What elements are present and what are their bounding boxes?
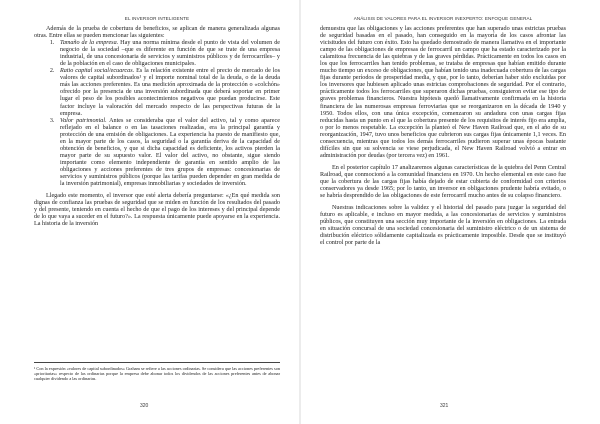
body-paragraph: En el posterior capítulo 17 analizaremos algunas características de la quiebra del Penn Central Railroad, que conmocionó a la comunidad financiera en 1970. Un hecho elemental en este caso fue que la cobertura de las cargas fijas había dejado de estar cubierta de conformidad con criterios conservadores ya desde 1965; por lo tanto, un inversor en obligaciones prudente habría evitado, o se habría desprendido de las obligaciones de este ferrocarril mucho antes de su colapso financiero. bbox=[320, 164, 566, 200]
list-item bbox=[56, 40, 280, 68]
left-page-body bbox=[34, 26, 280, 228]
body-paragraph: Nuestras indicaciones sobre la validez y el historial del pasado para juzgar la seguridad del futuro es aplicable, e incluso en mayor medida, a las concesionarias de servicios y suministros públicos, que constituyen una sección muy importante de la inversión en obligaciones. La entrada en situación concursal de una sociedad concesionaria del suministro eléctrico o de un sistema de distribución eléctrico sólidamente capitalizada es prácticamente imposible. Desde que se instituyó el control por parte de la bbox=[320, 205, 566, 247]
list-item-term: Ratio capital social/ecuarcas. bbox=[60, 68, 135, 75]
running-header-left: EL INVERSOR INTELIGENTE bbox=[124, 16, 190, 21]
right-page-body bbox=[320, 26, 566, 247]
right-page bbox=[300, 0, 600, 424]
closing-paragraph: Llegado este momento, el inversor que esté alerta debería preguntarse: «¿En qué medida son dignas de confianza las pruebas de seguridad que se miden en función de los resultados del pasado y del presente, teniendo en cuenta el hecho de que el pago de los intereses y del principal depende de lo que vaya a suceder en el futuro?». La respuesta únicamente puede apoyarse en la experiencia. La historia de la inversión bbox=[34, 193, 280, 228]
criteria-list bbox=[34, 40, 280, 188]
list-item bbox=[56, 118, 280, 188]
list-item bbox=[56, 68, 280, 117]
page-number-right: 321 bbox=[440, 403, 449, 409]
list-item-text: Hay una norma mínima desde el punto de vista del volumen de negocio de la sociedad –que es diferente en función de que se trate de una empresa industrial, de una concesionaria de servicios y suministros públicos y de ferrocarriles– y de la población en el caso de obligaciones municipales. bbox=[60, 40, 280, 68]
list-item-term: Tamaño de la empresa. bbox=[60, 40, 119, 47]
running-header-right: ANÁLISIS DE VALORES PARA EL INVERSOR INEXPERTO: ENFOQUE GENERAL bbox=[353, 16, 533, 21]
body-paragraph: demuestra que las obligaciones y las acciones preferentes que han superado unas estrictas pruebas de seguridad basadas en el pasado, han conseguido en la mayoría de los casos afrontar las vicisitudes del futuro con éxito. Esto ha quedado demostrado de manera llamativa en el importante campo de las obligaciones de empresas de ferrocarril un campo que ha estado caracterizado por la calamitosa frecuencia de las quiebras y de las graves pérdidas. Prácticamente en todos los casos en los que los ferrocarriles han tenido problemas, se trataba de empresas que habían emitido durante mucho tiempo un exceso de obligaciones, que habían tenido una inadecuada cobertura de las cargas fijas durante períodos de prosperidad media, y que, por lo tanto, deberían haber sido excluidas por los inversores que hubiesen aplicado unas estrictas comprobaciones de seguridad. Por el contrario, prácticamente todos los ferrocarriles que superaron dichas pruebas, consiguieron evitar ese tipo de graves problemas financieros. Nuestra hipótesis quedó llamativamente confirmada en la historia financiera de las numerosas empresas ferroviarias que se reorganizaron en la década de 1940 y 1950. Todos ellos, con una única excepción, comenzaron su andadura con unas cargas fijas reducidas hasta un punto en el que la cobertura presente de los requisitos de interés fijo era amplia, o por lo menos respetable. La excepción la planteó el New Haven Railroad que, en el año de su reorganización, 1947, tuvo unos beneficios que cubrieron sus cargas fijas únicamente 1,1 veces. En consecuencia, mientras que todos los demás ferrocarriles pudieron superar unas épocas bastante difíciles sin que su solvencia se viese perjudicada, el New Haven Railroad volvió a entrar en administración por deudas (por tercera vez) en 1961. bbox=[320, 26, 566, 159]
list-item-term: Valor patrimonial. bbox=[60, 117, 107, 124]
footnote: ¹ Con la expresión «valores de capital subordinados» Graham se refiere a las acciones ordinarias. Se considera que las acciones preferentes son «prioritarias» respecto de las ordinarias porque la empresa debe abonar todos los dividendos de las acciones preferentes antes de abonar cualquier dividendo a las ordinarias. bbox=[34, 362, 280, 381]
page-number-left: 320 bbox=[140, 403, 149, 409]
intro-paragraph: Además de la prueba de cobertura de beneficios, se aplican de manera generalizada algunas otras. Entre ellas se pueden mencionar las siguientes: bbox=[34, 26, 280, 40]
list-item-text: Es la relación existente entre el precio de mercado de los valores de capital subordinados¹ y el importe nominal total de la deuda, o de la deuda más las acciones preferentes. Es una medición aproximada de la protección o «colchón» ofrecido por la presencia de una inversión subordinada que deberá soportar en primer lugar el peso de los posibles acontecimientos negativos que puedan producirse. Este factor incluye la valoración del mercado respecto de las perspectivas futuras de la empresa. bbox=[60, 68, 280, 117]
list-item-text: Antes se consideraba que el valor del activo, tal y como aparece reflejado en el balance o en las tasaciones realizadas, era la principal garantía y protección de una emisión de obligaciones. La experiencia ha puesto de manifiesto que, en la mayor parte de los casos, la seguridad o la garantía deriva de la capacidad de obtención de beneficios, y que si dicha capacidad es deficiente, los activos pierden la mayor parte de su supuesto valor. El valor del activo, no obstante, sigue siendo importante como elemento independiente de garantía en sentido amplio de las obligaciones y acciones preferentes de tres grupos de empresas: concesionarias de servicios y suministros públicos (porque las tarifas pueden depender en gran medida de la inversión patrimonial), empresas inmobiliarias y sociedades de inversión. bbox=[60, 117, 280, 188]
